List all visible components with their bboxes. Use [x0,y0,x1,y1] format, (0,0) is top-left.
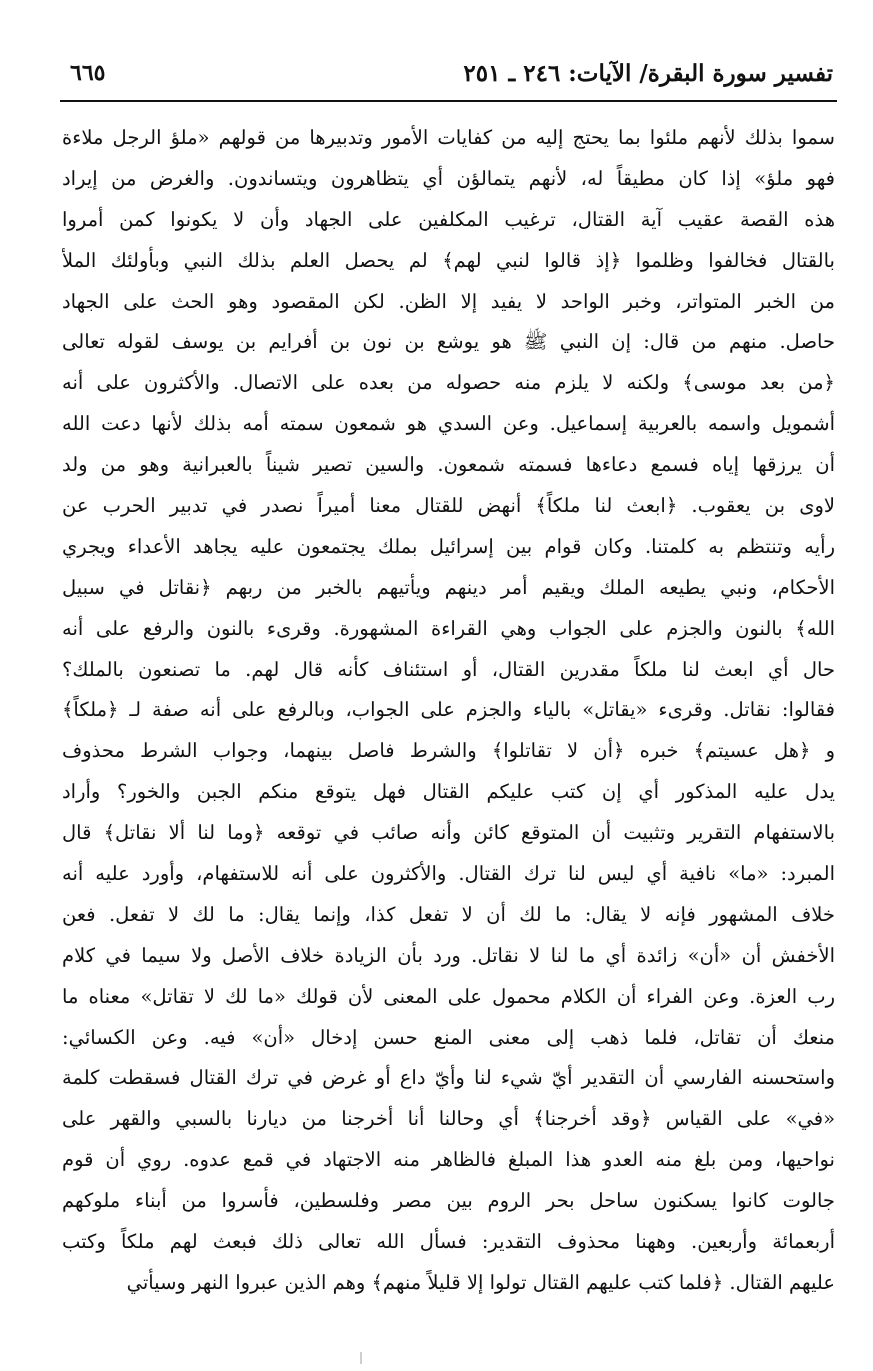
text-line: الأحكام، ونبي يطيعه الملك ويقيم أمر دينهم ويأتيهم بالخبر من ربهم ﴿نقاتل في سبيل [62,575,835,599]
text-line: سموا بذلك لأنهم ملئوا بما يحتج إليه من كفايات الأمور وتدبيرها من قولهم «ملؤ الرجل ملاءة [62,126,835,149]
text-line: المبرد: «ما» نافية أي ليس لنا ترك القتال. والأكثرون على أنه للاستفهام، وأورد عليه أنه [62,862,835,886]
text-line: خلاف المشهور فإنه لا يقال: ما لك أن لا تفعل كذا، وإنما يقال: ما لك لا تفعل. فعن [62,902,835,926]
text-line: هذه القصة عقيب آية القتال، ترغيب المكلفين على الجهاد وأن لا يكونوا كمن أمروا [62,207,835,231]
scan-artifact [360,1352,362,1364]
text-line: أن يرزقها إياه فسمع دعاءها فسمته شمعون. والسين تصير شيناً بالعبرانية وهو من ولد [62,453,835,477]
text-line: حال أي ابعث لنا ملكاً مقدرين القتال، أو استئناف كأنه قال لهم. ما تصنعون بالملك؟ [62,657,835,681]
text-line: جالوت كانوا يسكنون ساحل بحر الروم بين مصر وفلسطين، فأسروا من أبناء ملوكهم [62,1189,835,1213]
text-line: لاوى بن يعقوب. ﴿ابعث لنا ملكاً﴾ أنهض للقتال معنا أميراً نصدر في تدبير الحرب عن [62,494,835,518]
text-line: رب العزة. وعن الفراء أن الكلام محمول على المعنى لأن قولك «ما لك لا تقاتل» معناه ما [62,984,835,1008]
header-divider [60,100,837,102]
text-line: فقالوا: نقاتل. وقرىء «يقاتل» بالياء والجزم على الجواب، وبالرفع على أنه صفة لـ ﴿ملكاً﴾ [62,698,835,722]
text-line: فهو ملؤ» إذا كان مطيقاً له، لأنهم يتمالؤن أي يتظاهرون ويتساندون. والغرض من إيراد [62,166,835,190]
text-line: واستحسنه الفارسي أن التقدير أيّ شيء لنا وأيّ داع أو غرض في ترك القتال فسقطت كلمة [62,1066,835,1090]
text-line: الله﴾ بالنون والجزم على الجواب وهي القراءة المشهورة. وقرىء بالنون والرفع على أنه [62,616,835,640]
text-line: منعك أن تقاتل، فلما ذهب إلى معنى المنع حسن إدخال «أن» فيه. وعن الكسائي: [62,1025,835,1049]
text-line: من الخبر المتواتر، وخبر الواحد لا يفيد إلا الظن. لكن المقصود وهو الحث على الجهاد [62,289,835,313]
text-line: أربعمائة وأربعين. وههنا محذوف التقدير: فسأل الله تعالى ذلك فبعث لهم ملكاً وكتب [62,1230,835,1254]
text-line: «في» على القياس ﴿وقد أخرجنا﴾ أي وحالنا أنا أخرجنا من ديارنا بالسبي والقهر على [62,1107,835,1131]
text-line: بالقتال فخالفوا وظلموا ﴿إذ قالوا لنبي لهم﴾ لم يحصل العلم بذلك النبي وبأولئك الملأ [62,248,835,272]
text-line: و ﴿هل عسيتم﴾ خبره ﴿أن لا تقاتلوا﴾ والشرط فاصل بينهما، وجواب الشرط محذوف [62,739,835,763]
text-line: الأخفش أن «أن» زائدة أي ما لنا لا نقاتل. ورد بأن الزيادة خلاف الأصل ولا سيما في كلام [62,943,835,967]
page-number: ٦٦٥ [70,60,106,86]
header-title: تفسير سورة البقرة/ الآيات: ٢٤٦ ـ ٢٥١ [463,60,833,87]
text-line: أشمويل واسمه بالعربية إسماعيل. وعن السدي هو شمعون سمته أمه بذلك لأنها دعت الله [62,412,835,436]
page-body [62,118,835,1304]
text-line: ﴿من بعد موسى﴾ ولكنه لا يلزم منه حصوله من بعده على الاتصال. والأكثرون على أنه [62,371,835,395]
text-line: نواحيها، ومن بلغ منه العدو هذا المبلغ فالظاهر منه الاجتهاد في قمع عدوه. روي أن قوم [62,1148,835,1172]
text-line: بالاستفهام التقرير وتثبيت أن المتوقع كائن وأنه صائب في توقعه ﴿وما لنا ألا نقاتل﴾ قال [62,821,835,845]
text-line: رأيه وتنتظم به كلمتنا. وكان قوام بين إسرائيل بملك يجتمعون عليه يجاهد الأعداء ويجري [62,534,835,558]
running-header [70,56,833,96]
text-line: عليهم القتال. ﴿فلما كتب عليهم القتال تولوا إلا قليلاً منهم﴾ وهم الذين عبروا النهر وسيأتي [126,1270,835,1294]
text-line: يدل عليه المذكور أي إن كتب عليكم القتال فهل يتوقع منكم الجبن والخور؟ وأراد [62,780,835,804]
text-line: حاصل. منهم من قال: إن النبي ﷺ هو يوشع بن نون بن أفرايم بن يوسف لقوله تعالى [62,330,835,354]
